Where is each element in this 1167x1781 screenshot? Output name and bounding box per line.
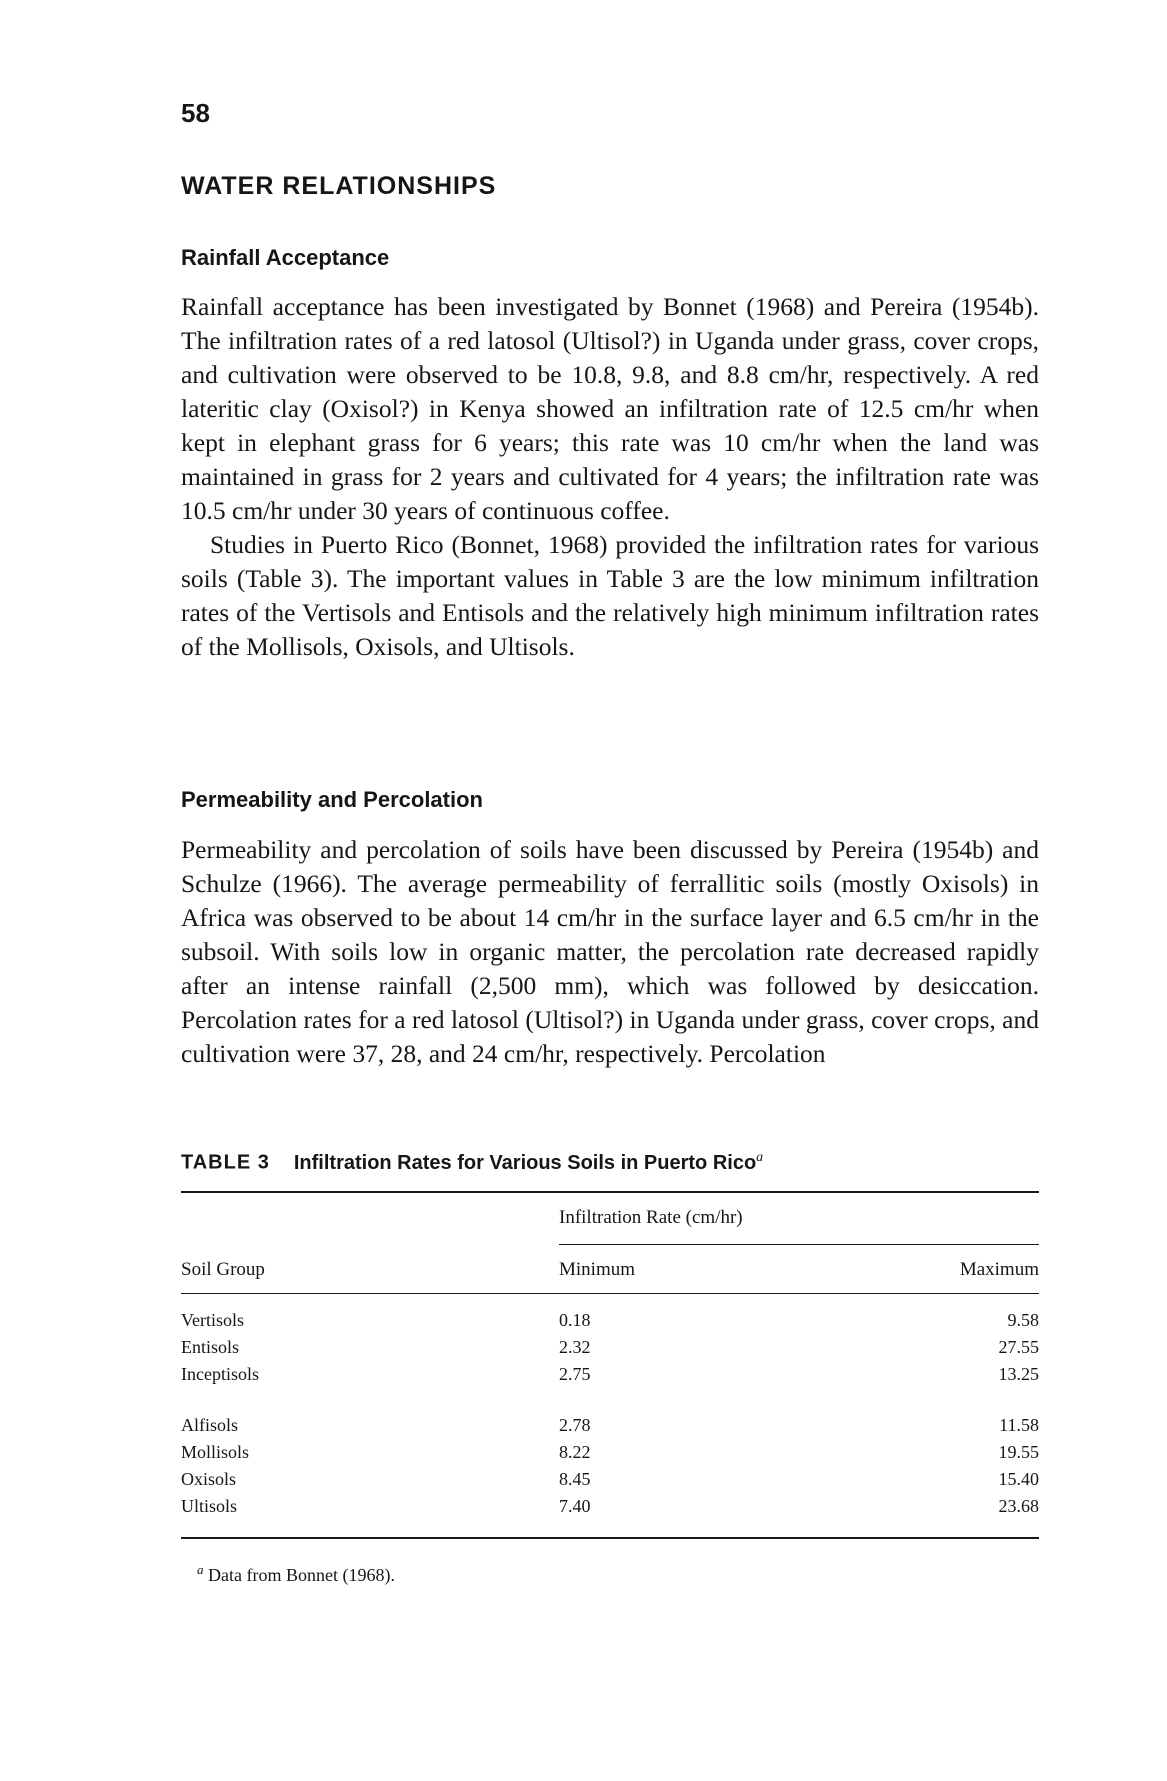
cell-maximum: 27.55 <box>998 1337 1039 1357</box>
paragraph: Studies in Puerto Rico (Bonnet, 1968) provided the infiltration rates for various soils (Table 3). The important values in Table 3 are the low minimum infiltration rates of the Vertisols and Entisols and the relatively high minimum infiltration rates of the Mollisols, Oxisols, and Ultisols. <box>181 530 1039 661</box>
cell-maximum: 9.58 <box>1007 1310 1039 1330</box>
cell-minimum: 8.45 <box>559 1469 591 1489</box>
footnote-mark: a <box>197 1562 204 1577</box>
section-body-permeability-percolation <box>181 833 1039 1071</box>
table-row <box>181 1334 1039 1361</box>
table-caption <box>181 1150 763 1175</box>
cell-minimum: 7.40 <box>559 1496 591 1516</box>
section-heading-rainfall-acceptance: Rainfall Acceptance <box>181 245 390 270</box>
paragraph: Rainfall acceptance has been investigated by Bonnet (1968) and Pereira (1954b). The infiltration rates of a red latosol (Ultisol?) in Uganda under grass, cover crops, and cultivation were observed to be 10.8, 9.8, and 8.8 cm/hr, respectively. A red lateritic clay (Oxisol?) in Kenya showed an infiltration rate of 12.5 cm/hr when kept in elephant grass for 6 years; this rate was 10 cm/hr when the land was maintained in grass for 2 years and cultivated for 4 years; the infiltration rate was 10.5 cm/hr under 30 years of continuous coffee. <box>181 292 1039 525</box>
table-header-rule <box>181 1293 1039 1294</box>
footnote-text: Data from Bonnet (1968). <box>208 1565 395 1585</box>
table-row <box>181 1493 1039 1520</box>
cell-minimum: 0.18 <box>559 1310 591 1330</box>
cell-soil-group: Alfisols <box>181 1415 239 1435</box>
cell-soil-group: Mollisols <box>181 1442 250 1462</box>
cell-minimum: 2.75 <box>559 1364 591 1384</box>
paragraph: Permeability and percolation of soils have been discussed by Pereira (1954b) and Schulze (1966). The average permeability of ferrallitic soils (mostly Oxisols) in Africa was observed to be about 14 cm/hr in the surface layer and 6.5 cm/hr in the subsoil. With soils low in organic matter, the percolation rate decreased rapidly after an intense rainfall (2,500 mm), which was followed by desiccation. Percolation rates for a red latosol (Ultisol?) in Uganda under grass, cover crops, and cultivation were 37, 28, and 24 cm/hr, respectively. Percolation <box>181 835 1039 1068</box>
table-title: Infiltration Rates for Various Soils in Puerto Rico <box>293 1151 757 1174</box>
table-row-group <box>181 1307 1039 1388</box>
table-footnote <box>197 1562 395 1586</box>
table-spanner-header: Infiltration Rate (cm/hr) <box>559 1207 743 1228</box>
cell-soil-group: Vertisols <box>181 1310 244 1330</box>
table-row <box>181 1412 1039 1439</box>
cell-soil-group: Entisols <box>181 1337 240 1357</box>
cell-minimum: 8.22 <box>559 1442 591 1462</box>
cell-minimum: 2.78 <box>559 1415 591 1435</box>
cell-maximum: 19.55 <box>998 1442 1039 1462</box>
column-header-soil-group: Soil Group <box>181 1259 265 1280</box>
table-row-group <box>181 1412 1039 1520</box>
cell-maximum: 23.68 <box>998 1496 1039 1516</box>
cell-minimum: 2.32 <box>559 1337 591 1357</box>
section-body-rainfall-acceptance <box>181 290 1039 664</box>
table-row <box>181 1439 1039 1466</box>
table-bottom-rule <box>181 1537 1039 1539</box>
cell-maximum: 15.40 <box>998 1469 1039 1489</box>
cell-maximum: 11.58 <box>999 1415 1039 1435</box>
cell-soil-group: Oxisols <box>181 1469 237 1489</box>
column-header-maximum: Maximum <box>959 1259 1039 1280</box>
cell-maximum: 13.25 <box>998 1364 1039 1384</box>
page-number: 58 <box>181 98 210 128</box>
chapter-title: WATER RELATIONSHIPS <box>181 172 497 200</box>
table-row <box>181 1361 1039 1388</box>
column-header-minimum: Minimum <box>559 1259 636 1280</box>
table-row <box>181 1466 1039 1493</box>
table-label: TABLE 3 <box>181 1151 270 1174</box>
cell-soil-group: Inceptisols <box>181 1364 259 1384</box>
section-heading-permeability-percolation: Permeability and Percolation <box>181 787 483 812</box>
table-top-rule <box>181 1191 1039 1193</box>
table-spanner-rule <box>559 1244 1039 1245</box>
cell-soil-group: Ultisols <box>181 1496 238 1516</box>
table-row <box>181 1307 1039 1334</box>
table-title-footnote-mark: a <box>756 1150 764 1165</box>
